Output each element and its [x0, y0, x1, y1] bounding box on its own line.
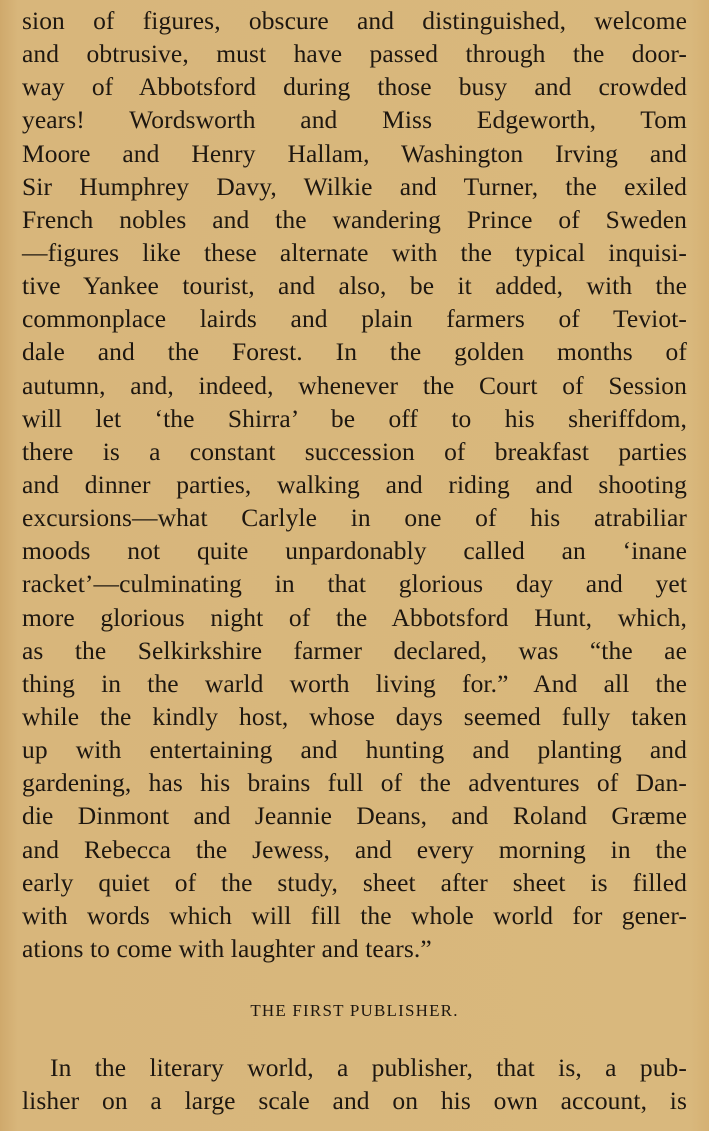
text-line: and dinner parties, walking and riding and shooting: [22, 469, 687, 499]
text-line: years! Wordsworth and Miss Edgeworth, Tom: [22, 105, 687, 135]
text-line: moods not quite unpardonably called an ‘inane: [22, 536, 687, 566]
text-line: up with entertaining and hunting and planting and: [22, 735, 687, 765]
text-line: lisher on a large scale and on his own account, is: [22, 1086, 687, 1116]
text-line: autumn, and, indeed, whenever the Court of Session: [22, 370, 687, 400]
text-line: Sir Humphrey Davy, Wilkie and Turner, the exiled: [22, 171, 687, 201]
text-line: racket’—culminating in that glorious day and yet: [22, 569, 687, 599]
text-line: will let ‘the Shirra’ be off to his sheriffdom,: [22, 403, 687, 433]
text-line: ations to come with laughter and tears.”: [22, 933, 432, 963]
paragraph-1: [22, 4, 687, 965]
text-line: excursions—what Carlyle in one of his atrabiliar: [22, 503, 687, 533]
text-line: die Dinmont and Jeannie Deans, and Roland Græme: [22, 801, 687, 831]
text-line: French nobles and the wandering Prince of Sweden: [22, 204, 687, 234]
text-line: thing in the warld worth living for.” And all the: [22, 668, 687, 698]
section-heading: THE FIRST PUBLISHER.: [250, 1001, 459, 1020]
text-line: In the literary world, a publisher, that is, a pub-: [50, 1053, 687, 1082]
text-line: —figures like these alternate with the typical inquisi-: [22, 237, 687, 267]
text-line: dale and the Forest. In the golden months of: [22, 337, 687, 367]
text-line: way of Abbotsford during those busy and crowded: [22, 72, 687, 102]
text-line: and Rebecca the Jewess, and every morning in the: [22, 834, 687, 864]
text-line: Moore and Henry Hallam, Washington Irving and: [22, 138, 687, 168]
text-line: as the Selkirkshire farmer declared, was “the ae: [22, 635, 687, 665]
text-line: commonplace lairds and plain farmers of Teviot-: [22, 304, 687, 334]
text-line: while the kindly host, whose days seemed fully taken: [22, 701, 687, 731]
text-line: sion of figures, obscure and distinguished, welcome: [22, 6, 687, 35]
paragraph-2: [22, 1051, 687, 1117]
text-line: gardening, has his brains full of the adventures of Dan-: [22, 768, 687, 798]
text-line: with words which will fill the whole world for gener-: [22, 900, 687, 930]
text-line: more glorious night of the Abbotsford Hunt, which,: [22, 602, 687, 632]
text-line: early quiet of the study, sheet after sheet is filled: [22, 867, 687, 897]
text-line: tive Yankee tourist, and also, be it added, with the: [22, 271, 687, 301]
text-line: and obtrusive, must have passed through the door-: [22, 39, 687, 69]
text-line: there is a constant succession of breakfast parties: [22, 436, 687, 466]
